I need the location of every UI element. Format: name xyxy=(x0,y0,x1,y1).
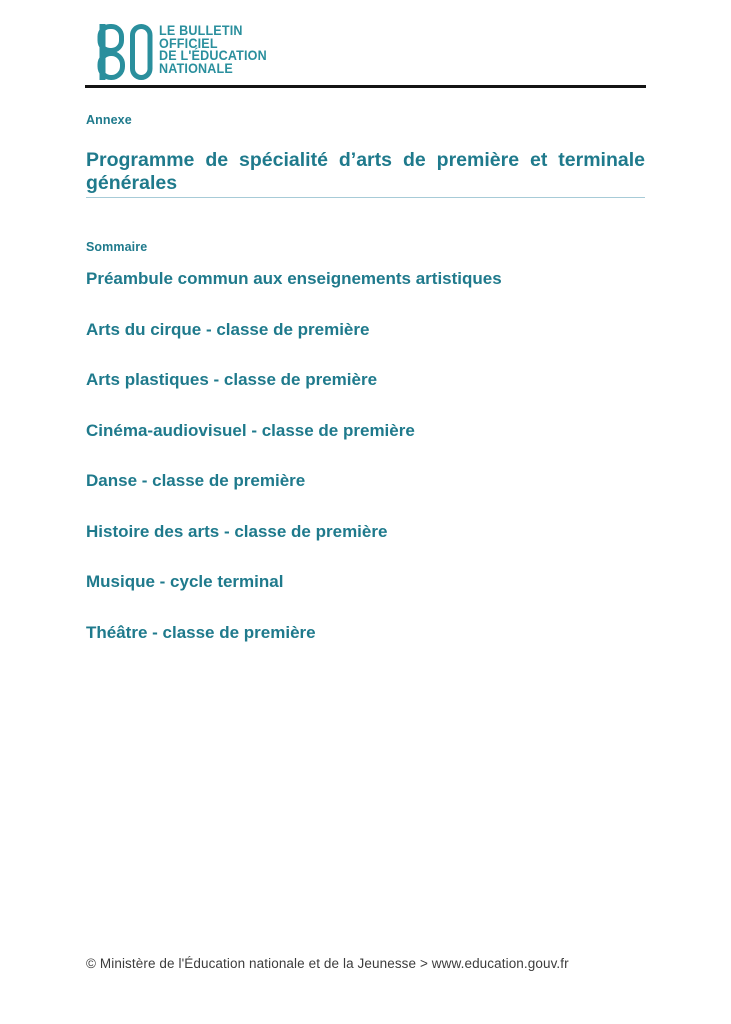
bo-logo-line: NATIONALE xyxy=(159,60,233,76)
sommaire-list xyxy=(86,269,645,673)
sommaire-item: Musique - cycle terminal xyxy=(86,572,284,591)
sommaire-item: Théâtre - classe de première xyxy=(86,622,316,642)
bo-monogram-icon xyxy=(97,24,153,80)
page-footer: © Ministère de l'Éducation nationale et de la Jeunesse > www.education.gouv.fr xyxy=(86,956,569,971)
page-title-line1: Programme de spécialité d’arts de première et terminale xyxy=(86,149,645,171)
sommaire-label: Sommaire xyxy=(86,240,148,254)
sommaire-item: Arts plastiques - classe de première xyxy=(86,370,378,389)
page-title-line2: générales xyxy=(86,172,178,194)
annexe-label: Annexe xyxy=(86,113,132,127)
bo-logo-line: DE L'ÉDUCATION xyxy=(159,48,267,64)
sommaire-item: Histoire des arts - classe de première xyxy=(86,521,388,541)
bo-logo-text xyxy=(159,25,267,75)
sommaire-item: Danse - classe de première xyxy=(86,471,306,490)
sommaire-item: Préambule commun aux enseignements artistiques xyxy=(86,269,502,288)
bo-logo-line: OFFICIEL xyxy=(159,35,218,51)
sommaire-item: Cinéma-audiovisuel - classe de première xyxy=(86,420,415,440)
page-title xyxy=(86,149,645,198)
bo-logo-line: LE BULLETIN xyxy=(159,23,243,38)
header-divider xyxy=(85,85,646,88)
sommaire-item: Arts du cirque - classe de première xyxy=(86,319,370,339)
